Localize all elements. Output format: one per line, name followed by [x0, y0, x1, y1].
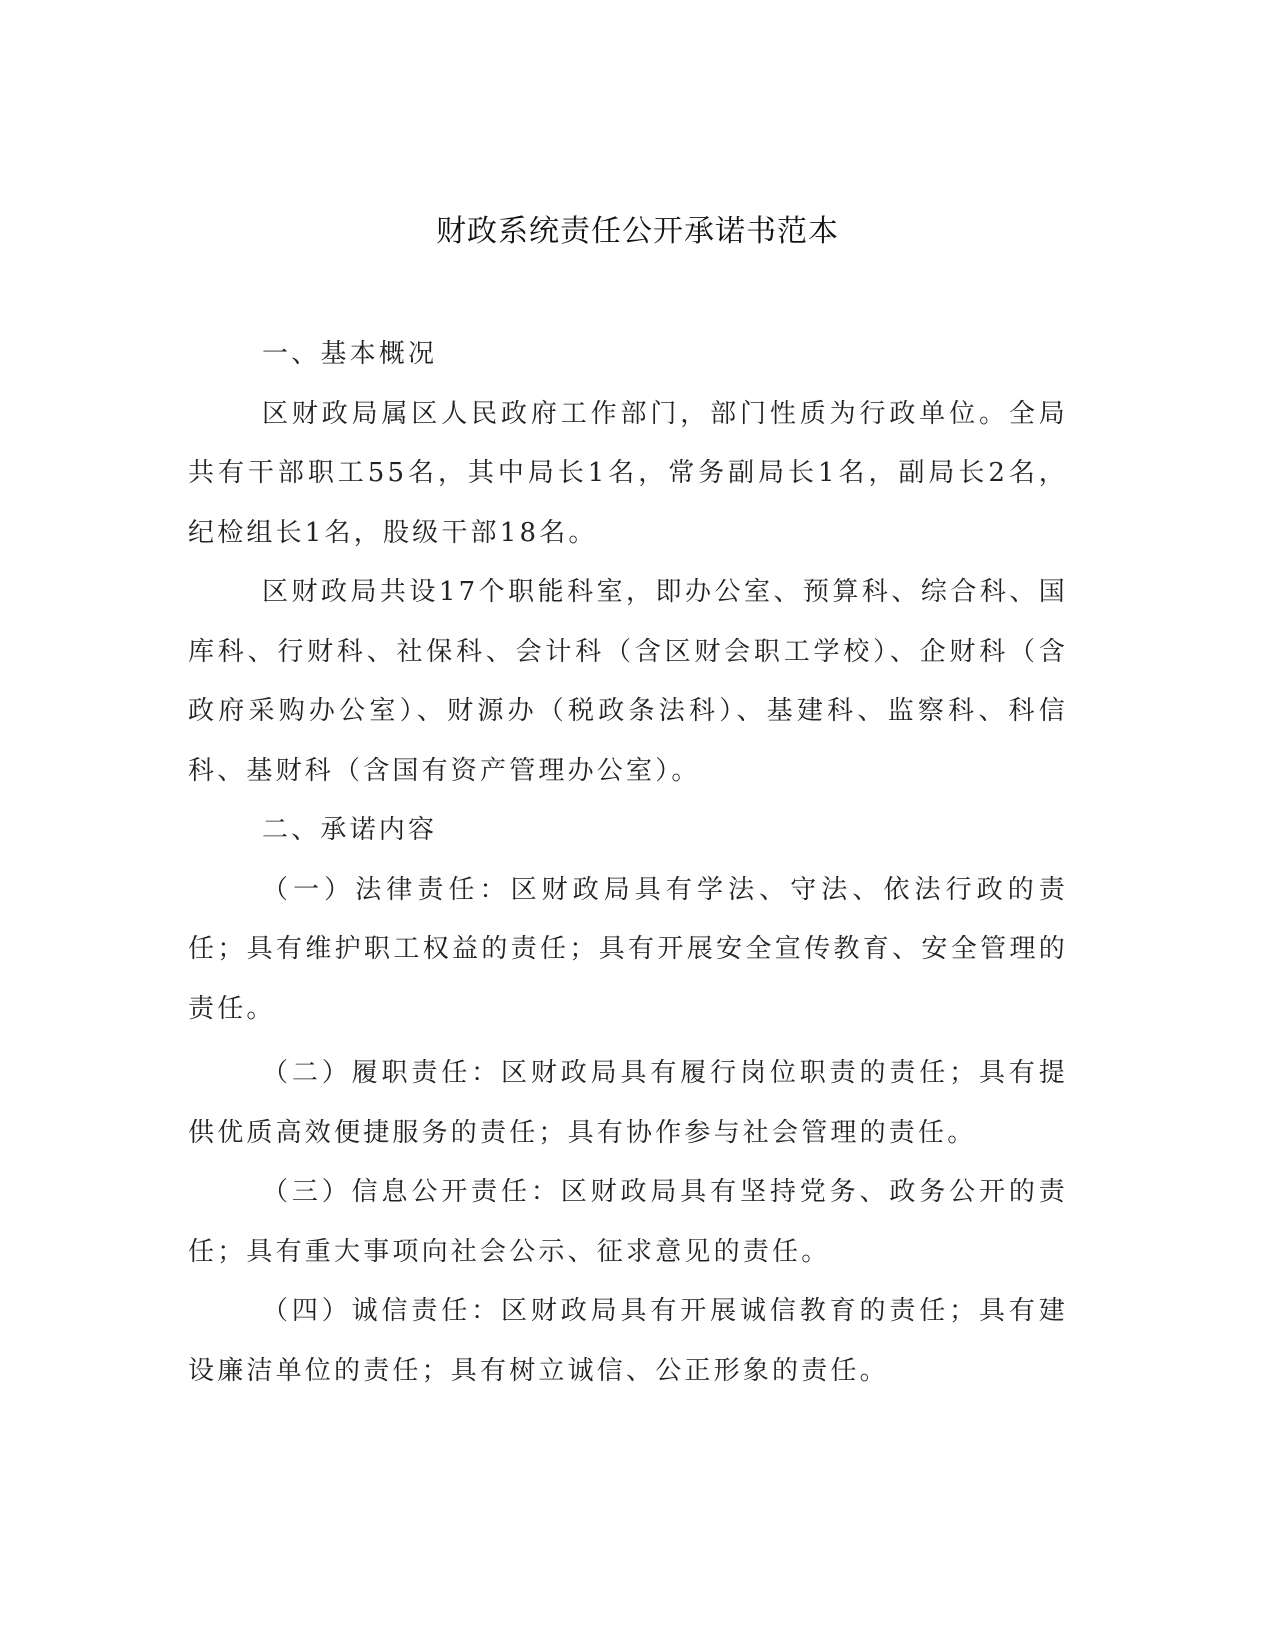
paragraph-staff-overview: 区财政局属区人民政府工作部门，部门性质为行政单位。全局共有干部职工55名，其中局长1名，常务副局长1名，副局长2名，纪检组长1名，股级干部18名。: [188, 398, 1068, 548]
paragraph-departments: 区财政局共设17个职能科室，即办公室、预算科、综合科、国库科、行财科、社保科、会计科（含区财会职工学校）、企财科（含政府采购办公室）、财源办（税政条法科）、基建科、监察科、科信科、基财科（含国有资产管理办公室）。: [188, 577, 1068, 786]
document-body: [188, 325, 1068, 1401]
commitment-disclosure: （三）信息公开责任：区财政局具有坚持党务、政务公开的责任；具有重大事项向社会公示、征求意见的责任。: [188, 1177, 1068, 1267]
document-title: 财政系统责任公开承诺书范本: [436, 214, 839, 249]
commitment-duty: （二）履职责任：区财政局具有履行岗位职责的责任；具有提供优质高效便捷服务的责任；具有协作参与社会管理的责任。: [188, 1058, 1068, 1148]
commitment-legal: （一）法律责任：区财政局具有学法、守法、依法行政的责任；具有维护职工权益的责任；具有开展安全宣传教育、安全管理的责任。: [188, 874, 1068, 1024]
section-heading-basic: 一、基本概况: [262, 339, 438, 369]
section-heading-commitment: 二、承诺内容: [262, 815, 438, 845]
commitment-integrity: （四）诚信责任：区财政局具有开展诚信教育的责任；具有建设廉洁单位的责任；具有树立诚信、公正形象的责任。: [188, 1296, 1068, 1386]
